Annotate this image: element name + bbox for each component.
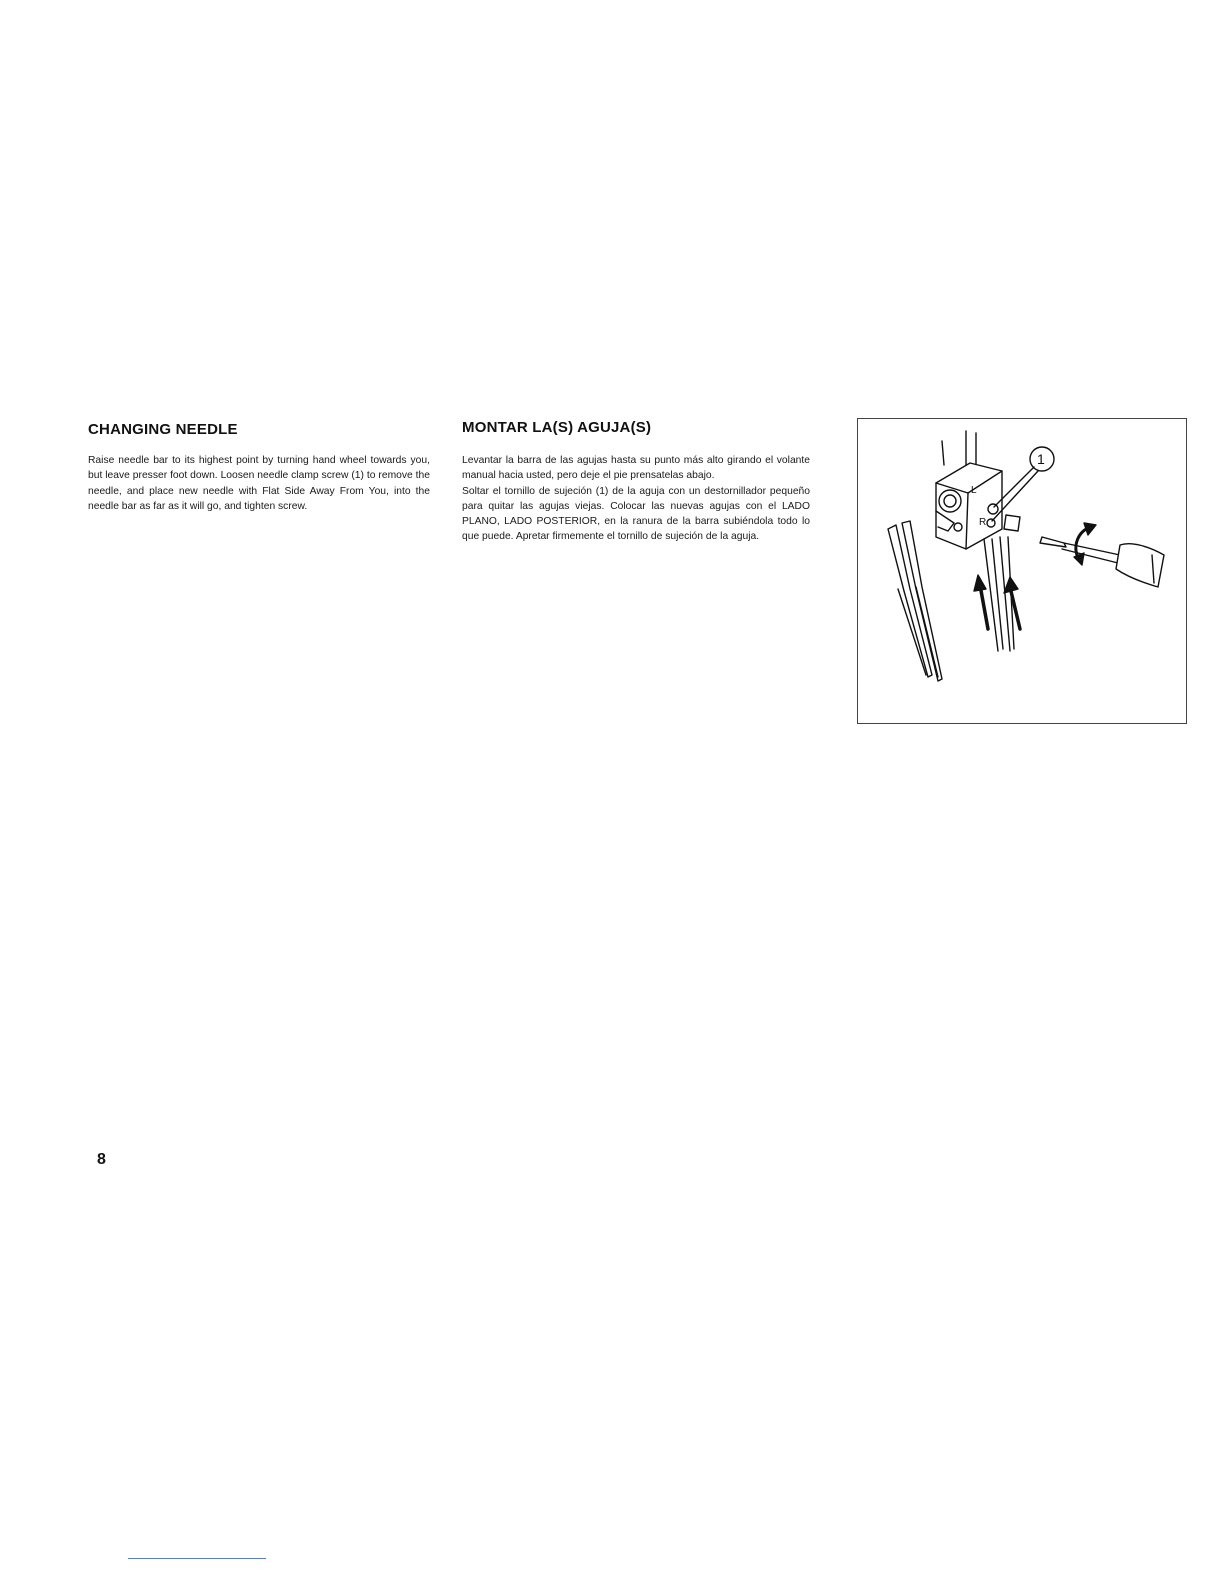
footer-rule xyxy=(128,1558,266,1559)
needle-clamp-illustration xyxy=(858,419,1188,725)
clamp-label-right: R xyxy=(979,517,987,528)
english-instructions: Raise needle bar to its highest point by turning hand wheel towards you, but leave presser foot down. Loosen needle clamp screw (1) to remove the needle, and place new needle with Flat Side Away From You, into the needle bar as far as it will go, and tighten screw. xyxy=(88,455,430,512)
english-heading: CHANGING NEEDLE xyxy=(88,421,238,438)
spanish-heading: MONTAR LA(S) AGUJA(S) xyxy=(462,419,652,436)
page-number: 8 xyxy=(97,1151,106,1168)
spanish-instructions xyxy=(462,453,810,545)
installed-needles xyxy=(984,537,1014,651)
needle-change-figure xyxy=(857,418,1187,724)
spanish-paragraph-1: Levantar la barra de las agujas hasta su punto más alto girando el volante manual hacia usted, pero deje el pie prensatelas abajo. xyxy=(462,455,810,482)
rotate-arrow-icon xyxy=(1074,523,1096,565)
callout-number: 1 xyxy=(1037,451,1045,467)
spanish-paragraph-2: Soltar el tornillo de sujeción (1) de la aguja con un destornillador pequeño para quitar las agujas viejas. Colocar las nuevas agujas con el LADO PLANO, LADO POSTERIOR, en la ranura de la barra subiéndola todo lo que puede. Apretar firmemente el tornillo de sujeción de la aguja. xyxy=(462,485,810,543)
screwdriver-icon xyxy=(1004,515,1164,587)
needle-icon xyxy=(888,521,942,681)
clamp-label-left: L xyxy=(971,485,977,496)
needle-clamp xyxy=(936,463,1002,549)
